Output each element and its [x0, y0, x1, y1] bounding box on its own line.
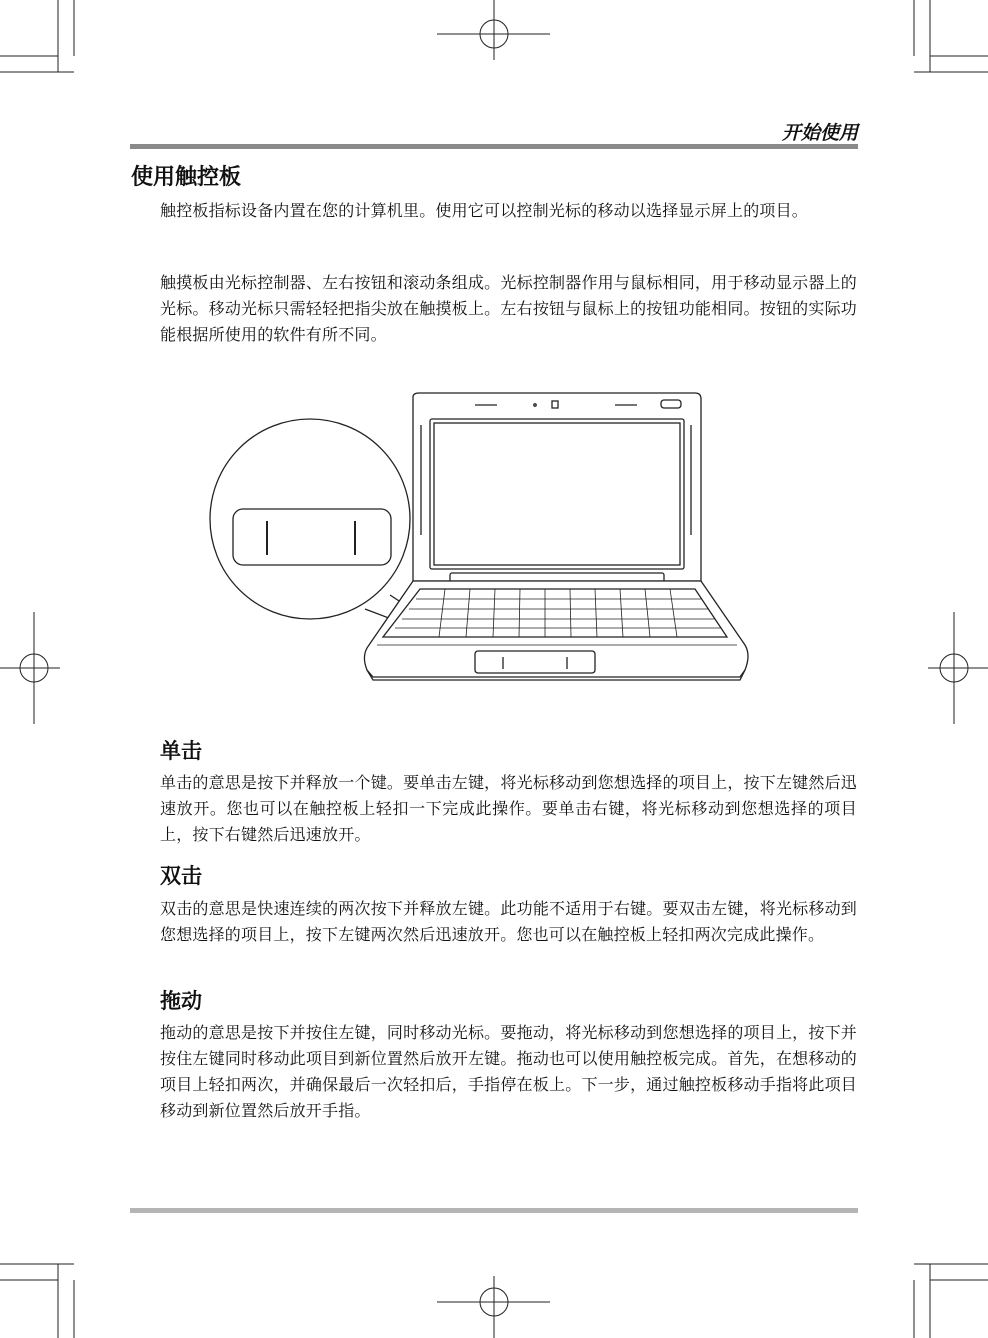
subsection-title-double-click: 双击	[160, 864, 202, 888]
touchpad-intro-paragraph: 触控板指标设备内置在您的计算机里。使用它可以控制光标的移动以选择显示屏上的项目。	[160, 201, 809, 220]
double-click-paragraph: 双击的意思是快速连续的两次按下并释放左键。此功能不适用于右键。要双击左键，将光标移动到您想选择的项目上，按下左键两次然后迅速放开。您也可以在触控板上轻扣两次完成此操作。	[160, 899, 857, 944]
section-title-touchpad: 使用触控板	[131, 165, 242, 190]
subsection-title-drag: 拖动	[160, 989, 202, 1013]
touchpad-components-paragraph: 触摸板由光标控制器、左右按钮和滚动条组成。光标控制器作用与鼠标相同，用于移动显示器上的光标。移动光标只需轻轻把指尖放在触摸板上。左右按钮与鼠标上的按钮功能相同。按钮的实际功能根据所使用的软件有所不同。	[160, 273, 857, 344]
laptop-touchpad-illustration	[205, 385, 760, 690]
drag-paragraph: 拖动的意思是按下并按住左键，同时移动光标。要拖动，将光标移动到您想选择的项目上，按下并按住左键同时移动此项目到新位置然后放开左键。拖动也可以使用触控板完成。首先，在想移动的项目上轻扣两次，并确保最后一次轻扣后，手指停在板上。下一步，通过触控板移动手指将此项目移动到新位置然后放开手指。	[160, 1023, 857, 1120]
footer-rule	[130, 1208, 858, 1213]
subsection-title-single-click: 单击	[160, 739, 202, 763]
header-rule	[130, 144, 858, 149]
single-click-paragraph: 单击的意思是按下并释放一个键。要单击左键，将光标移动到您想选择的项目上，按下左键然后迅速放开。您也可以在触控板上轻扣一下完成此操作。要单击右键，将光标移动到您想选择的项目上，按下右键然后迅速放开。	[160, 773, 857, 844]
chapter-title: 开始使用	[781, 122, 858, 144]
